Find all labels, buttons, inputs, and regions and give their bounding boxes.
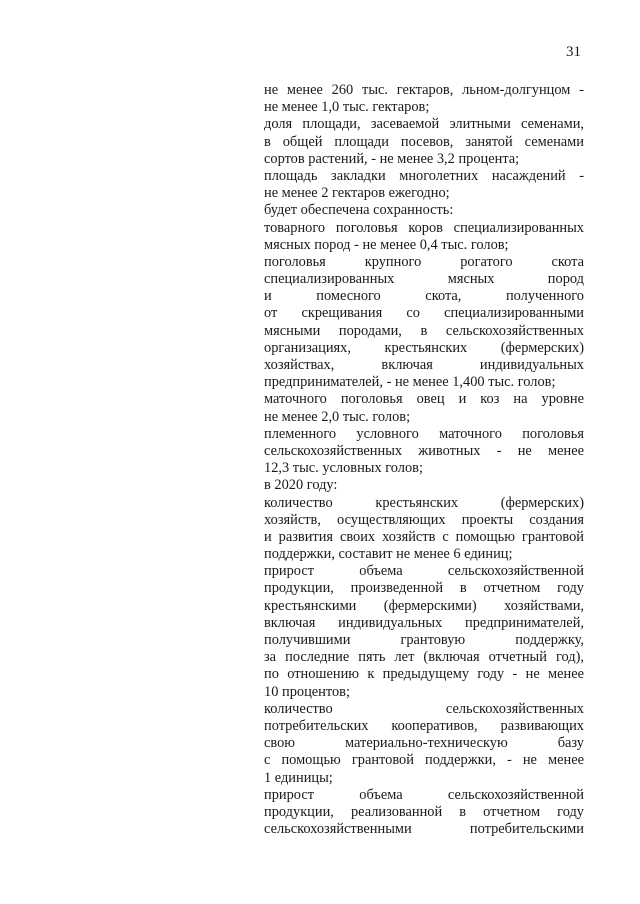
text-line: поголовья крупного рогатого скота [264,253,584,270]
text-line: племенного условного маточного поголовья [264,425,584,442]
paragraph [264,787,584,839]
text-line: в общей площади посевов, занятой семенами [264,133,584,150]
text-line: крестьянскими (фермерскими) хозяйствами, [264,597,584,614]
paragraph [264,254,584,392]
text-line: свою материально-техническую базу [264,735,584,752]
text-line: прирост объема сельскохозяйственной [264,786,584,803]
text-line: не менее 1,0 тыс. гектаров; [264,99,430,116]
text-line: мясных пород - не менее 0,4 тыс. голов; [264,236,509,253]
paragraph [264,168,584,202]
text-line: за последние пять лет (включая отчетный год), [264,649,584,666]
paragraph [264,202,584,219]
paragraph [264,116,584,168]
text-line: предпринимателей, - не менее 1,400 тыс. голов; [264,374,556,391]
paragraph [264,220,584,254]
text-line: прирост объема сельскохозяйственной [264,563,584,580]
paragraph [264,82,584,116]
text-line: не менее 2,0 тыс. голов; [264,408,411,425]
text-line: мясными породами, в сельскохозяйственных [264,322,584,339]
paragraph [264,391,584,425]
text-line: и помесного скота, полученного [264,288,584,305]
text-line: хозяйств, осуществляющих проекты создания [264,511,584,528]
text-line: сортов растений, - не менее 3,2 процента; [264,150,520,167]
text-line: хозяйствах, включая индивидуальных [264,357,584,373]
text-line: сельскохозяйственных животных - не менее [264,442,584,459]
text-line: 10 процентов; [264,683,350,700]
paragraph [264,563,584,701]
text-line: не менее 260 тыс. гектаров, льном-долгунцом - [264,82,584,98]
text-line: количество сельскохозяйственных [264,700,584,717]
text-line: 12,3 тыс. условных голов; [264,460,423,477]
text-line: в 2020 году: [264,477,338,494]
text-line: от скрещивания со специализированными [264,305,584,322]
paragraph [264,426,584,478]
text-line: 1 единицы; [264,769,333,786]
text-line: маточного поголовья овец и коз на уровне [264,391,584,408]
text-line: не менее 2 гектаров ежегодно; [264,185,450,202]
text-line: потребительских кооперативов, развивающих [264,717,584,734]
text-line: доля площади, засеваемой элитными семенами, [264,116,584,133]
text-line: и развития своих хозяйств с помощью грантовой [264,528,584,545]
paragraph [264,495,584,564]
text-line: продукции, реализованной в отчетном году [264,803,584,820]
text-line: количество крестьянских (фермерских) [264,494,584,511]
text-line: по отношению к предыдущему году - не менее [264,666,584,683]
document-body [264,82,584,838]
text-line: сельскохозяйственными потребительскими [264,821,584,838]
text-line: получившими грантовую поддержку, [264,632,584,648]
text-line: поддержки, составит не менее 6 единиц; [264,546,513,563]
text-line: будет обеспечена сохранность: [264,202,454,219]
text-line: продукции, произведенной в отчетном году [264,580,584,597]
text-line: с помощью грантовой поддержки, - не менее [264,752,584,769]
page-number: 31 [566,44,581,60]
text-line: включая индивидуальных предпринимателей, [264,614,584,631]
text-line: площадь закладки многолетних насаждений - [264,167,584,184]
paragraph [264,477,584,494]
text-line: товарного поголовья коров специализированных [264,219,584,236]
text-line: организациях, крестьянских (фермерских) [264,339,584,356]
paragraph [264,701,584,787]
text-line: специализированных мясных пород [264,271,584,288]
